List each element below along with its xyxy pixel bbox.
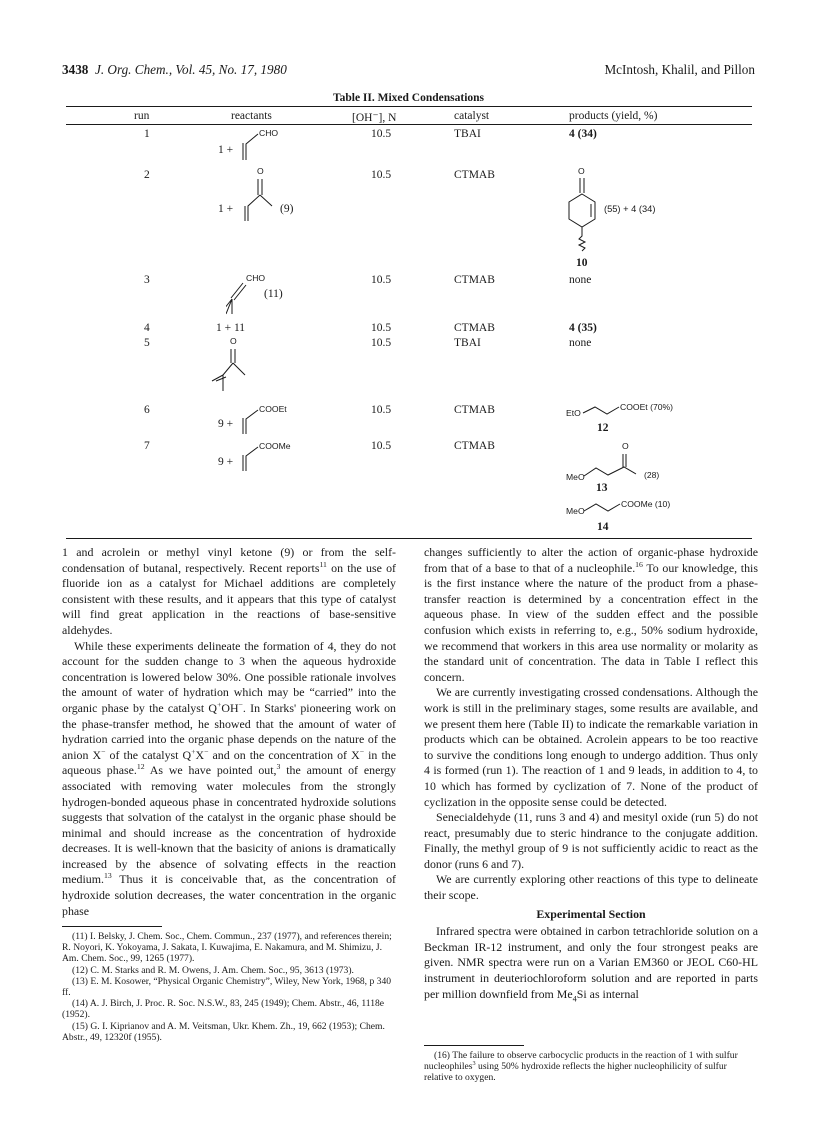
table-caption: Table II. Mixed Condensations xyxy=(332,92,485,104)
right-paragraph-3: Senecialdehyde (11, runs 3 and 4) and mesityl oxide (run 5) do not react, presumably due to steric hindrance to the conjugate addition. Finally, the methyl group of 9 is not sufficiently acidic to react as the donor (runs 6 and 7). xyxy=(424,810,758,871)
compound-13-label: 13 xyxy=(596,482,608,494)
experimental-section-title: Experimental Section xyxy=(536,906,646,921)
row4-reactant: 1 + 11 xyxy=(216,322,246,334)
compound-10-label: 10 xyxy=(576,257,588,269)
ref-11: 11 xyxy=(319,559,327,569)
row2-reactant-tag: (9) xyxy=(280,203,294,215)
row2-run: 2 xyxy=(144,169,150,181)
ref-3: 3 xyxy=(276,762,281,772)
row7-product13-meo: MeO xyxy=(566,472,585,482)
row7-product13-yield: (28) xyxy=(644,470,660,480)
footnote-11: (11) I. Belsky, J. Chem. Soc., Chem. Commun., 237 (1977), and references therein; R. Noyori, K. Yokoyama, J. Sakata, I. Kuwajima, E. Nakamura, and M. Shimizu, J. Am. Chem. Soc., 99, 1265 (1977). xyxy=(62,931,392,965)
row1-cho-label: CHO xyxy=(259,128,279,138)
row7-product14-structure xyxy=(562,497,722,519)
row3-cho-label: CHO xyxy=(246,273,266,283)
row2-mvk-structure xyxy=(238,165,310,223)
row6-run: 6 xyxy=(144,404,150,416)
table-header-run: run xyxy=(134,110,150,122)
footnote-rule-right xyxy=(424,1045,524,1046)
row1-catalyst: TBAI xyxy=(454,128,481,140)
footnote-rule-left xyxy=(62,926,162,927)
row1-reactant: 1 + xyxy=(218,144,234,156)
row6-catalyst: CTMAB xyxy=(454,404,495,416)
row5-run: 5 xyxy=(144,337,150,349)
row3-reactant-tag: (11) xyxy=(264,288,283,300)
table-top-rule xyxy=(66,106,752,107)
row7-oh: 10.5 xyxy=(371,440,392,452)
running-header-authors: McIntosh, Khalil, and Pillon xyxy=(604,62,755,77)
row3-product: none xyxy=(569,274,592,286)
row2-catalyst: CTMAB xyxy=(454,169,495,181)
left-column xyxy=(62,545,396,919)
row7-product14-coome: COOMe (10) xyxy=(621,499,671,509)
row6-product-structure xyxy=(562,400,722,422)
running-header-left xyxy=(62,62,287,78)
row6-ethyl-acrylate-structure xyxy=(240,402,320,436)
row2-product-text: (55) + 4 (34) xyxy=(604,204,656,214)
right-paragraph-2: We are currently investigating crossed condensations. Although the work is still in the preliminary stages, some results are available, and we present them here (Table II) to indicate the remarkable variation in products which can be obtained. Acrolein appears to be too reactive to survive the conditions long enough to undergo addition. Thus only 4 is formed (run 1). The reaction of 1 and 9 leads, in addition to 4, to 10 which has formed by cyclization of 7. None of the product of cyclization in the opposite sense could be detected. xyxy=(424,685,758,809)
table-bottom-rule xyxy=(66,538,752,539)
row5-mesityl-oxide-structure xyxy=(210,335,280,397)
row7-coome-label: COOMe xyxy=(259,441,291,451)
right-paragraph-1: changes sufficiently to alter the action of organic-phase hydroxide from that of a base to that of a nucleophile.$^{16}$ To our knowledge, this is the first instance where the nature of the product from a phase-transfer reaction is determined by a concentration effect in the aqueous phase. In view of the sudden effect and the possible confusion which exists in referring to, e.g., 50% sodium hydroxide, we recommend that workers in this area use normality or molarity as the standard unit of concentration. The data in Table I reflect this concern. xyxy=(424,545,758,684)
ref-16: 16 xyxy=(635,559,643,569)
ref-12: 12 xyxy=(136,762,145,772)
row5-oh: 10.5 xyxy=(371,337,392,349)
row5-catalyst: TBAI xyxy=(454,337,481,349)
row2-carbonyl-o: O xyxy=(257,166,264,176)
row3-oh: 10.5 xyxy=(371,274,392,286)
row7-catalyst: CTMAB xyxy=(454,440,495,452)
footnote-12: (12) C. M. Starks and R. M. Owens, J. Am. Chem. Soc., 95, 3613 (1973). xyxy=(72,964,354,976)
right-paragraph-5: Infrared spectra were obtained in carbon tetrachloride solution on a Beckman IR-12 instrument, and only the four strongest peaks are given. NMR spectra were run on a Varian EM360 or JEOL C60-HL instrument in deuteriochloroform solution and are reported in parts per million downfield from $Me_4Si$ as internal xyxy=(424,924,758,1003)
row1-acrolein-structure xyxy=(240,126,310,162)
row6-cooet-label: COOEt xyxy=(259,404,287,414)
row2-product-o: O xyxy=(578,166,585,176)
row2-reactant: 1 + xyxy=(218,203,234,215)
table-header-rule xyxy=(66,124,752,125)
row5-product: none xyxy=(569,337,592,349)
table-header-catalyst: catalyst xyxy=(454,110,490,122)
row1-product: 4 (34) xyxy=(569,128,597,140)
row7-product13-structure xyxy=(562,440,702,482)
compound-12-label: 12 xyxy=(597,422,609,434)
row5-carbonyl-o: O xyxy=(230,336,237,346)
footnotes-left xyxy=(62,931,396,1043)
row3-catalyst: CTMAB xyxy=(454,274,495,286)
page-number: 3438 xyxy=(62,62,89,77)
row7-run: 7 xyxy=(144,440,150,452)
row4-product: 4 (35) xyxy=(569,322,597,334)
footnote-15: (15) G. I. Kiprianov and A. M. Veitsman, Ukr. Khem. Zh., 19, 662 (1953); Chem. Abstr., 49, 12320f (1955). xyxy=(62,1020,385,1043)
row7-product13-o: O xyxy=(622,441,629,451)
left-paragraph-2: While these experiments delineate the formation of 4, they do not account for the sudden change to 3 when the aqueous hydroxide concentration is lowered below 30%. One possible rationale involves the amount of water of hydration which may be “carried” into the organic phase by the catalyst Q+OH−. In Starks' pioneering work on the phase-transfer method, he showed that the amount of water of hydration carried into the organic phase depends on the nature of the anion X− of the catalyst Q+X− and on the concentration of X− in the aqueous phase.$^{12}$ As we have pointed out,$^3$ the amount of energy associated with removing water molecules from the strongly hydrogen-bonded aqueous phase in concentrated hydroxide solutions suggests that solvation of the catalyst in the organic phase should be minimal and should increase as the concentration of hydroxide decreases. It is well-known that the basicity of anions is dramatically increased by the absence of solvating effects in the reaction medium.$^{13}$ Thus it is conceivable that, as the concentration of hydroxide solution decreases, the water concentration in the organic phase xyxy=(62,638,396,918)
right-paragraph-4: We are currently exploring other reactions of this type to delineate their scope. xyxy=(424,872,758,903)
row3-run: 3 xyxy=(144,274,150,286)
row4-oh: 10.5 xyxy=(371,322,392,334)
row7-product14-meo: MeO xyxy=(566,506,585,516)
table-header-products: products (yield, %) xyxy=(569,110,658,122)
row6-product-eto: EtO xyxy=(566,408,581,418)
row1-run: 1 xyxy=(144,128,150,140)
journal-citation: J. Org. Chem., Vol. 45, No. 17, 1980 xyxy=(94,62,287,77)
left-paragraph-1: 1 and acrolein or methyl vinyl ketone (9) or from the self-condensation of butanal, respectively. Recent reports$^{11}$ on the use of fluoride ion as a catalyst for Michael additions are completely consistent with these results, and it appears that this type of catalyst will find great application in the reactions of base-sensitive aldehydes. xyxy=(62,545,396,637)
row4-run: 4 xyxy=(144,322,150,334)
row7-reactant: 9 + xyxy=(218,456,234,468)
footnote-13: (13) E. M. Kosower, “Physical Organic Chemistry”, Wiley, New York, 1968, p 340 ff. xyxy=(62,975,392,999)
row2-oh: 10.5 xyxy=(371,169,392,181)
footnote-16: (16) The failure to observe carbocyclic products in the reaction of 1 with sulfur nucleophiles$^3$ using 50% hydroxide reflects the higher nucleophilicity of sulfur relative to oxygen. xyxy=(424,1050,738,1084)
row6-reactant: 9 + xyxy=(218,418,234,430)
row6-product-cooet: COOEt (70%) xyxy=(620,402,674,412)
table-header-oh: [OH⁻], N xyxy=(352,112,397,124)
compound-14-label: 14 xyxy=(597,521,609,533)
ref-13: 13 xyxy=(103,871,112,881)
row6-oh: 10.5 xyxy=(371,404,392,416)
row7-methyl-acrylate-structure xyxy=(240,439,320,473)
right-column xyxy=(424,545,758,1002)
row1-oh: 10.5 xyxy=(371,128,392,140)
table-header-reactants: reactants xyxy=(231,110,272,122)
footnote-14: (14) A. J. Birch, J. Proc. R. Soc. N.S.W., 83, 245 (1949); Chem. Abstr., 46, 1118e (1952). xyxy=(62,998,385,1021)
row4-catalyst: CTMAB xyxy=(454,322,495,334)
